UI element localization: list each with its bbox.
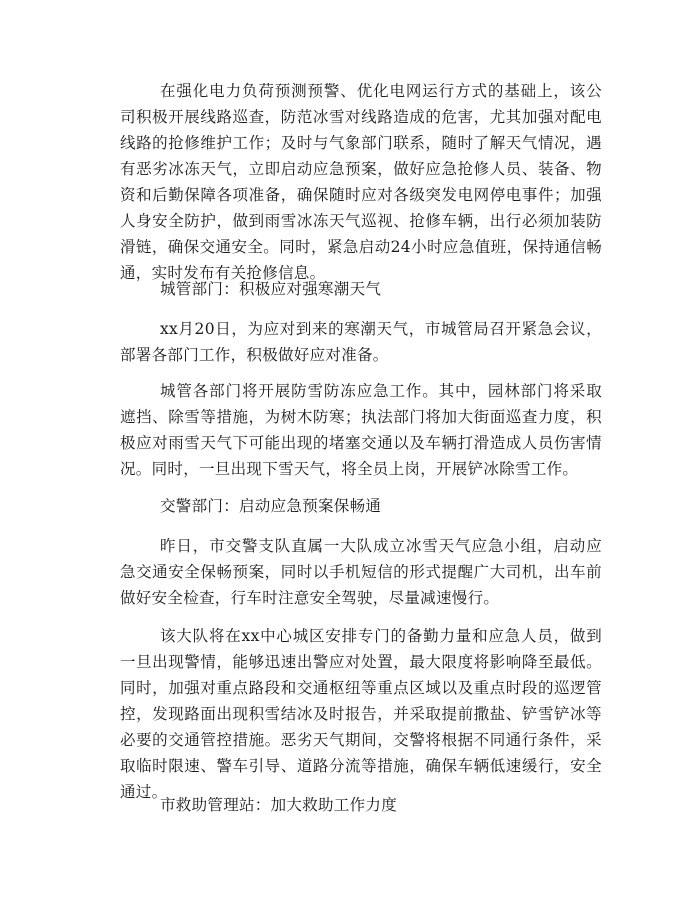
heading-urban-management: 城管部门：积极应对强寒潮天气: [160, 280, 382, 298]
paragraph-power-grid: 在强化电力负荷预测预警、优化电网运行方式的基础上，该公司积极开展线路巡查，防范冰雪对线路造成的危害，尤其加强对配电线路的抢修维护工作；及时与气象部门联系，随时了解天气情况，遇有恶劣冰冻天气，立即启动应急预案，做好应急抢修人员、装备、物资和后勤保障各项准备，确保随时应对各级突发电网停电事件；加强人身安全防护，做到雨雪冰冻天气巡视、抢修车辆，出行必须加装防滑链，确保交通安全。同时，紧急启动24小时应急值班，保持通信畅通，实时发布有关抢修信息。: [120, 82, 602, 282]
paragraph-urban-measures: 城管各部门将开展防雪防冻应急工作。其中，园林部门将采取遮挡、除雪等措施，为树木防寒；执法部门将加大街面巡查力度，积极应对雨雪天气下可能出现的堵塞交通以及车辆打滑造成人员伤害情况。同时，一旦出现下雪天气，将全员上岗，开展铲冰除雪工作。: [120, 382, 602, 478]
paragraph-traffic-control: 该大队将在xx中心城区安排专门的备勤力量和应急人员，做到一旦出现警情，能够迅速出警应对处置，最大限度将影响降至最低。同时，加强对重点路段和交通枢纽等重点区域以及重点时段的巡逻管控，发现路面出现积雪结冰及时报告，并采取提前撒盐、铲雪铲冰等必要的交通管控措施。恶劣天气期间，交警将根据不同通行条件，采取临时限速、警车引导、道路分流等措施，确保车辆低速缓行，安全通过。: [120, 627, 602, 801]
heading-traffic-police: 交警部门：启动应急预案保畅通: [160, 497, 382, 515]
paragraph-urban-meeting: xx月20日，为应对到来的寒潮天气，市城管局召开紧急会议，部署各部门工作，积极做好应对准备。: [120, 320, 602, 364]
paragraph-traffic-emergency: 昨日，市交警支队直属一大队成立冰雪天气应急小组，启动应急交通安全保畅预案，同时以手机短信的形式提醒广大司机，出车前做好安全检查，行车时注意安全驾驶，尽量减速慢行。: [120, 537, 602, 607]
heading-rescue-station: 市救助管理站：加大救助工作力度: [160, 796, 398, 814]
